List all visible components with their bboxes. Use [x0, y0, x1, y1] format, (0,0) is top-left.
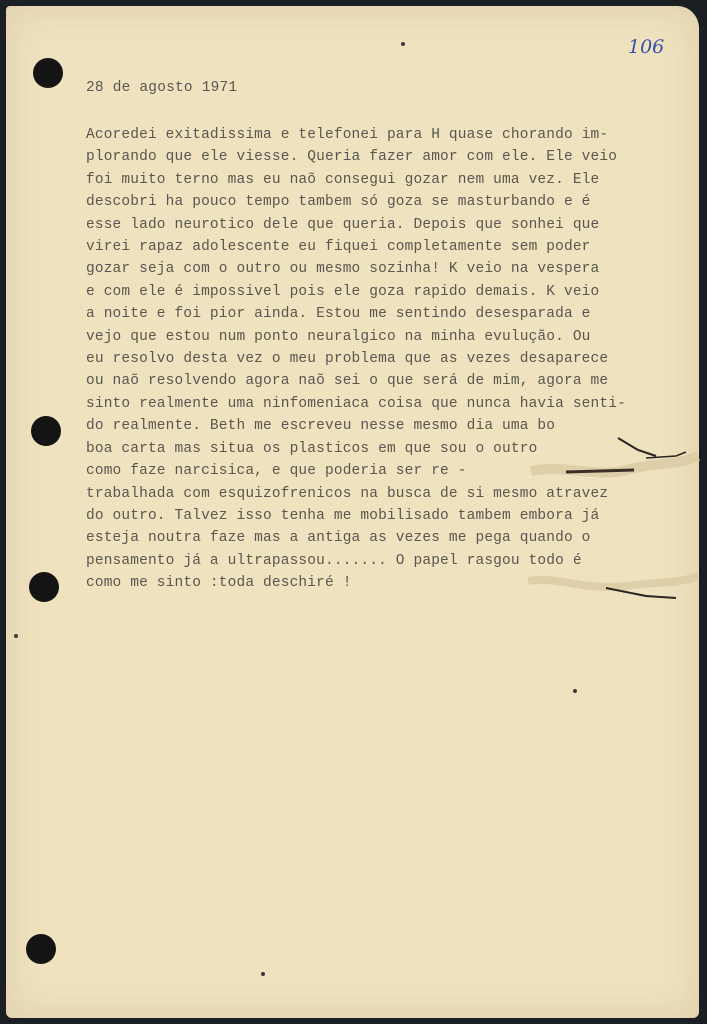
page-number: 106 [628, 36, 665, 58]
text-line: pensamento já a ultrapassou....... O papel rasgou todo é [86, 552, 582, 569]
text-line: plorando que ele viesse. Queria fazer amor com ele. Ele veio [86, 149, 618, 166]
text-line: do realmente. Beth me escreveu nesse mesmo dia uma bo [86, 418, 556, 435]
binder-hole-lower-middle [29, 572, 59, 602]
text-line: sinto realmente uma ninfomeniaca coisa que nunca havia senti- [86, 395, 626, 412]
binder-hole-upper-middle [31, 416, 61, 446]
text-line: eu resolvo desta vez o meu problema que as vezes desaparece [86, 351, 609, 368]
paper-speck [401, 42, 405, 46]
paper-tear-mark [526, 426, 701, 616]
text-line: a noite e foi pior ainda. Estou me sentindo desesparada e [86, 306, 591, 323]
text-line: como me sinto :toda deschiré ! [86, 575, 352, 592]
text-line: esteja noutra faze mas a antiga as vezes me pega quando o [86, 530, 591, 547]
text-line: gozar seja com o outro ou mesmo sozinha! K veio na vespera [86, 261, 600, 278]
text-line: vejo que estou num ponto neuralgico na minha evulução. Ou [86, 328, 591, 345]
text-line: foi muito terno mas eu naõ consegui gozar nem uma vez. Ele [86, 171, 600, 188]
entry-date: 28 de agosto 1971 [86, 80, 238, 96]
text-line: descobri ha pouco tempo tambem só goza se masturbando e é [86, 194, 591, 211]
paper-speck [573, 689, 577, 693]
text-line: como faze narcisica, e que poderia ser re - [86, 463, 467, 480]
text-line: Acoredei exitadissima e telefonei para H quase chorando im- [86, 127, 609, 143]
binder-hole-bottom [26, 934, 56, 964]
text-line: boa carta mas situa os plasticos em que sou o outro [86, 440, 538, 457]
text-line: do outro. Talvez isso tenha me mobilisado tambem embora já [86, 507, 600, 524]
text-line: ou naõ resolvendo agora naõ sei o que será de mim, agora me [86, 373, 609, 390]
text-line: esse lado neurotico dele que queria. Depois que sonhei que [86, 216, 600, 233]
text-line: e com ele é impossivel pois ele goza rapido demais. K veio [86, 283, 600, 300]
binder-hole-top [33, 58, 63, 88]
paper-speck [14, 634, 18, 638]
typed-page [6, 6, 699, 1018]
text-line: virei rapaz adolescente eu fiquei completamente sem poder [86, 239, 591, 256]
paper-speck [261, 972, 265, 976]
text-line: trabalhada com esquizofrenicos na busca de si mesmo atravez [86, 485, 609, 502]
